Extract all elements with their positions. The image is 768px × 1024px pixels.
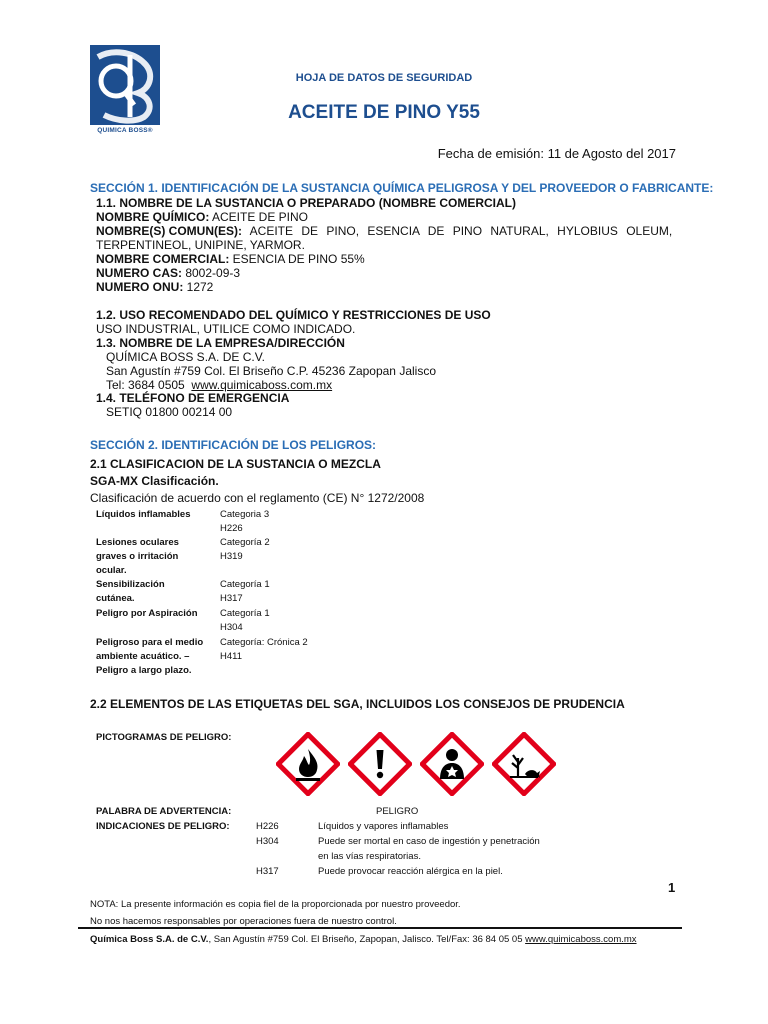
row-category: Categoría: Crónica 2 xyxy=(220,637,308,648)
health-hazard-icon xyxy=(420,732,484,796)
common-names xyxy=(96,224,676,238)
logo-caption: QUIMICA BOSS® xyxy=(97,127,153,134)
row-label-line2: ambiente acuático. – xyxy=(96,651,190,662)
cas-number xyxy=(96,266,240,280)
table-row-value xyxy=(220,607,420,635)
table-row xyxy=(96,607,216,621)
pictograms-label: PICTOGRAMAS DE PELIGRO: xyxy=(96,732,232,743)
subsection-2-1: 2.1 CLASIFICACION DE LA SUSTANCIA O MEZCLA xyxy=(90,457,381,471)
commercial-name-label: NOMBRE COMERCIAL: xyxy=(96,252,230,266)
company-name: QUÍMICA BOSS S.A. DE C.V. xyxy=(106,350,265,364)
row-hcode: H319 xyxy=(220,551,243,562)
hazard-text: Puede provocar reacción alérgica en la piel. xyxy=(318,866,503,877)
subsection-1-1: 1.1. NOMBRE DE LA SUSTANCIA O PREPARADO (NOMBRE COMERCIAL) xyxy=(96,196,517,210)
row-category: Categoría 1 xyxy=(220,579,270,590)
chemical-name xyxy=(96,210,308,224)
hazard-code: H226 xyxy=(256,821,279,832)
cas-value: 8002-09-3 xyxy=(182,266,241,280)
row-label-line2: cutánea. xyxy=(96,593,135,604)
commercial-name xyxy=(96,252,365,266)
row-label-line2: graves o irritación xyxy=(96,551,179,562)
common-names-cont: TERPENTINEOL, UNIPINE, YARMOR. xyxy=(96,238,305,252)
row-category: Categoria 3 xyxy=(220,509,270,520)
row-category: Categoría 1 xyxy=(220,608,270,619)
row-label-line3: ocular. xyxy=(96,565,127,576)
footer-company: Química Boss S.A. de C.V. xyxy=(90,934,209,945)
subsection-1-4: 1.4. TELÉFONO DE EMERGENCIA xyxy=(96,391,290,405)
recommended-use: USO INDUSTRIAL, UTILICE COMO INDICADO. xyxy=(96,322,356,336)
chemical-name-label: NOMBRE QUÍMICO: xyxy=(96,210,210,224)
company-website-link[interactable]: www.quimicaboss.com.mx xyxy=(191,378,333,392)
table-row-value xyxy=(220,508,420,536)
ghs-pictograms xyxy=(276,732,548,802)
note-line-1: NOTA: La presente información es copia fiel de la proporcionada por nuestro proveedor. xyxy=(90,899,461,910)
footer-divider xyxy=(78,927,682,929)
cas-label: NUMERO CAS: xyxy=(96,266,182,280)
row-hcode: H317 xyxy=(220,593,243,604)
onu-value: 1272 xyxy=(183,280,214,294)
commercial-name-value: ESENCIA DE PINO 55% xyxy=(229,252,365,266)
exclamation-icon xyxy=(348,732,412,796)
environment-icon xyxy=(492,732,556,796)
sga-classification: SGA-MX Clasificación. xyxy=(90,474,219,488)
table-row-value xyxy=(220,536,420,564)
table-row xyxy=(96,508,216,522)
hazard-code: H304 xyxy=(256,836,279,847)
footer-website-link[interactable]: www.quimicaboss.com.mx xyxy=(525,934,637,945)
row-hcode: H304 xyxy=(220,622,243,633)
hazard-code: H317 xyxy=(256,866,279,877)
onu-number xyxy=(96,280,213,294)
note-line-2: No nos hacemos responsables por operaciones fuera de nuestro control. xyxy=(90,916,397,927)
table-row xyxy=(96,536,216,578)
row-label-line1: Lesiones oculares xyxy=(96,537,179,548)
row-label-line1: Sensibilización xyxy=(96,579,165,590)
table-row xyxy=(96,636,216,678)
row-label-line1: Peligroso para el medio xyxy=(96,637,204,648)
company-logo xyxy=(90,45,160,145)
regulation-classification: Clasificación de acuerdo con el reglamento (CE) N° 1272/2008 xyxy=(90,491,425,505)
section-2-heading: SECCIÓN 2. IDENTIFICACIÓN DE LOS PELIGROS: xyxy=(90,438,377,452)
table-row-value xyxy=(220,578,420,606)
company-address: San Agustín #759 Col. El Briseño C.P. 45236 Zapopan Jalisco xyxy=(106,364,436,378)
row-hcode: H226 xyxy=(220,523,243,534)
hazard-text-cont: en las vías respiratorias. xyxy=(318,851,421,862)
common-names-value: ACEITE DE PINO, ESENCIA DE PINO NATURAL, HYLOBIUS OLEUM, xyxy=(242,224,673,238)
page-number: 1 xyxy=(668,880,676,895)
subsection-2-2: 2.2 ELEMENTOS DE LAS ETIQUETAS DEL SGA, INCLUIDOS LOS CONSEJOS DE PRUDENCIA xyxy=(90,697,625,711)
signal-word-label: PALABRA DE ADVERTENCIA: xyxy=(96,806,232,817)
table-row-value xyxy=(220,636,420,664)
chemical-name-value: ACEITE DE PINO xyxy=(209,210,309,224)
common-names-label: NOMBRE(S) COMUN(ES): xyxy=(96,224,242,238)
table-row xyxy=(96,578,216,606)
row-label-line1: Peligro por Aspiración xyxy=(96,608,198,619)
section-1-heading: SECCIÓN 1. IDENTIFICACIÓN DE LA SUSTANCIA QUÍMICA PELIGROSA Y DEL PROVEEDOR O FABRICANTE: xyxy=(90,181,714,195)
row-label-line3: Peligro a largo plazo. xyxy=(96,665,192,676)
flame-icon xyxy=(276,732,340,796)
footer-address: , San Agustín #759 Col. El Briseño, Zapopan, Jalisco. Tel/Fax: 36 84 05 05 xyxy=(208,934,526,945)
document-type: HOJA DE DATOS DE SEGURIDAD xyxy=(295,72,473,84)
signal-word-value: PELIGRO xyxy=(376,806,419,817)
onu-label: NUMERO ONU: xyxy=(96,280,184,294)
hazard-statements-label: INDICACIONES DE PELIGRO: xyxy=(96,821,230,832)
row-category: Categoría 2 xyxy=(220,537,270,548)
page-title: ACEITE DE PINO Y55 xyxy=(288,102,480,123)
emergency-phone: SETIQ 01800 00214 00 xyxy=(106,405,233,419)
subsection-1-3: 1.3. NOMBRE DE LA EMPRESA/DIRECCIÓN xyxy=(96,336,345,350)
footer xyxy=(90,934,637,945)
company-phone: Tel: 3684 0505 xyxy=(106,378,185,392)
hazard-text: Líquidos y vapores inflamables xyxy=(318,821,449,832)
hazard-text: Puede ser mortal en caso de ingestión y penetración xyxy=(318,836,540,847)
subsection-1-2: 1.2. USO RECOMENDADO DEL QUÍMICO Y RESTRICCIONES DE USO xyxy=(96,308,491,322)
row-label-line1: Líquidos inflamables xyxy=(96,509,191,520)
row-hcode: H411 xyxy=(220,651,243,662)
company-contact xyxy=(106,378,332,392)
issue-date: Fecha de emisión: 11 de Agosto del 2017 xyxy=(437,146,676,161)
